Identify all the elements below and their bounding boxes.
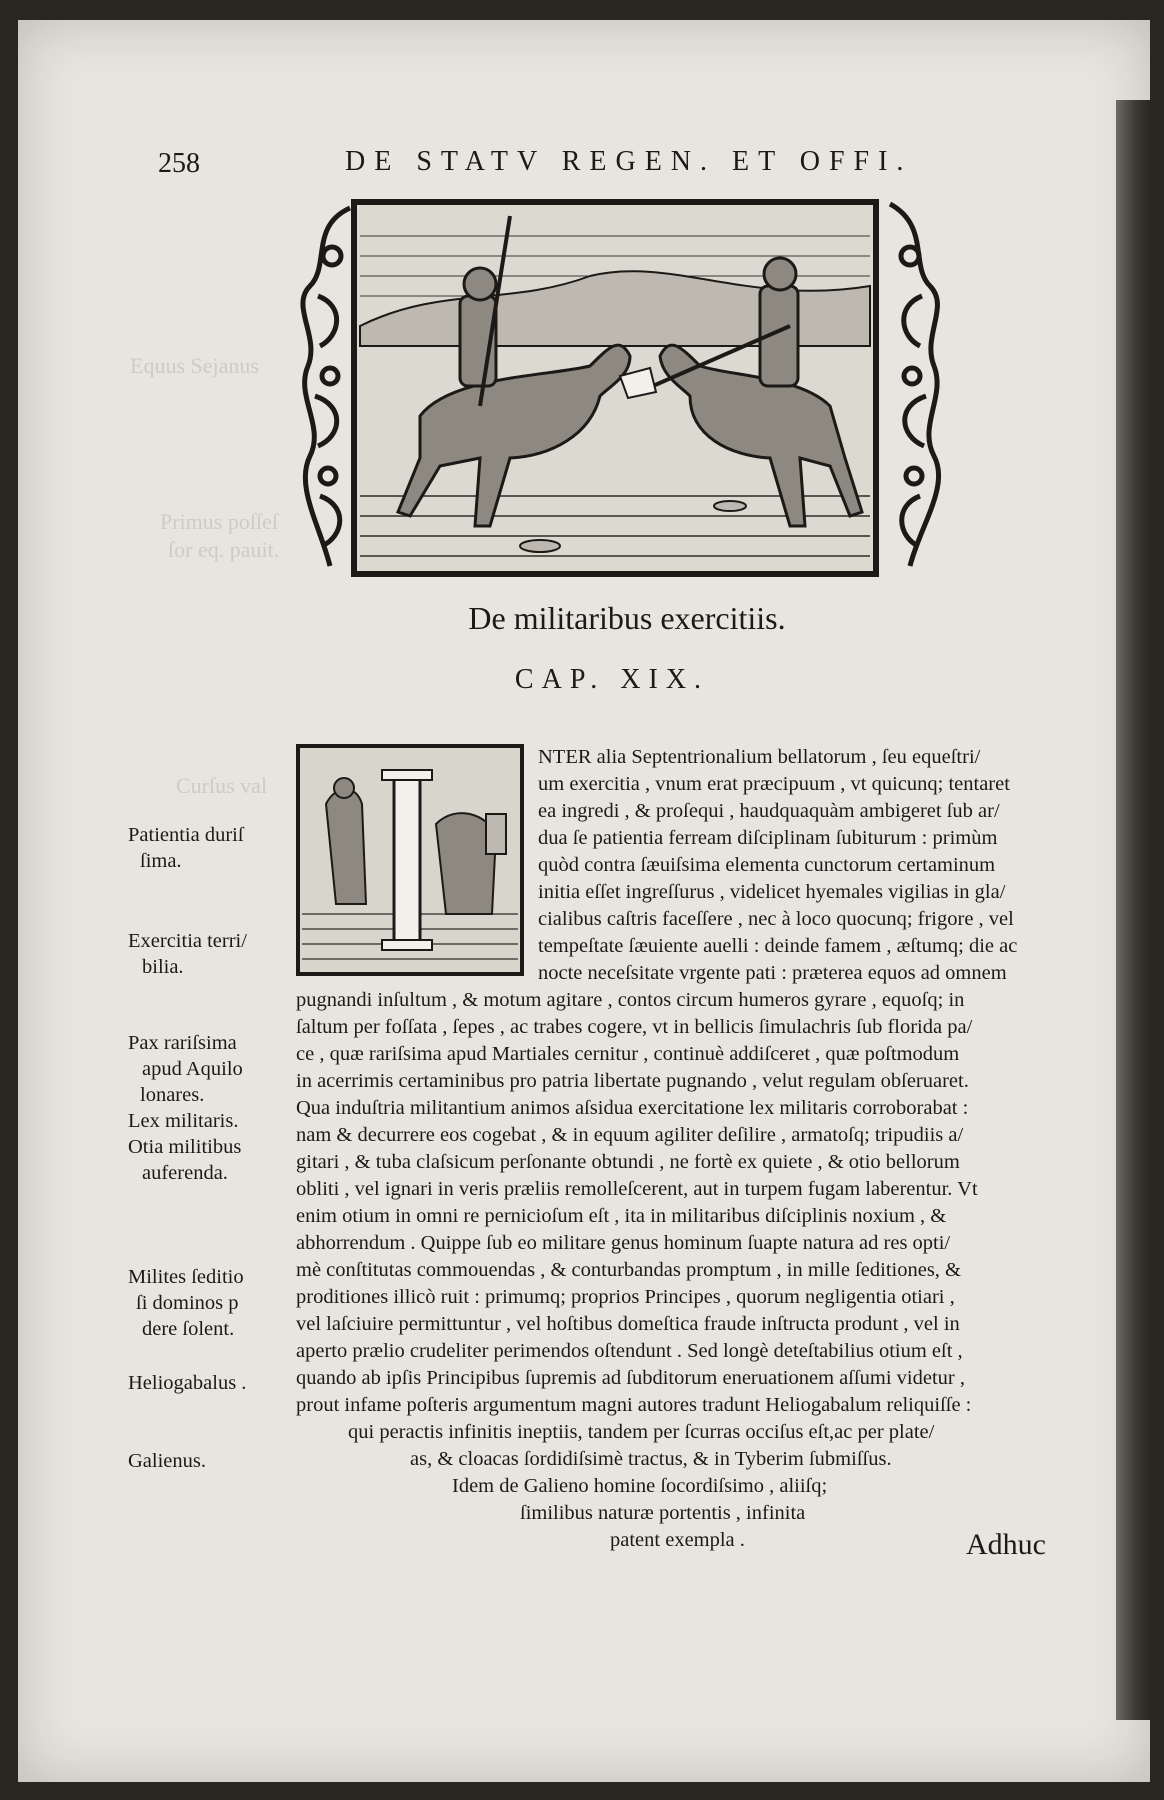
body-line: Idem de Galieno homine ſocordiſsimo , aliiſq; (452, 1475, 828, 1497)
body-line: dua ſe patientia ferream diſciplinam ſubiturum : primùm (538, 827, 998, 849)
body-line: cialibus caſtris faceſſere , nec à loco quocunq; frigore , vel (538, 908, 1014, 930)
margin-note: Otia militibus (128, 1136, 242, 1158)
margin-note: dere ſolent. (142, 1318, 235, 1340)
margin-note: Pax rariſsima (128, 1032, 237, 1054)
body-line: pugnandi inſultum , & motum agitare , contos circum humeros gyrare , equoſq; in (296, 989, 965, 1011)
page-header (0, 144, 1164, 184)
margin-note: apud Aquilo (142, 1058, 243, 1080)
body-line: aperto prælio crudeliter perimendos oſtendunt . Sed longè deteſtabilius otium eſt , (296, 1340, 963, 1362)
margin-note: bilia. (142, 956, 184, 978)
margin-note: Galienus. (128, 1450, 206, 1472)
left-ornament (303, 208, 350, 566)
body-line: Qua induſtria militantium animos aſsidua exercitatione lex militaris corroborabat : (296, 1097, 969, 1119)
page-number: 258 (158, 148, 200, 179)
body-line: ea ingredi , & proſequi , haudquaquàm ambigeret ſub ar/ (538, 800, 1000, 822)
woodcut-illustration (290, 196, 1042, 580)
margin-note: auferenda. (142, 1162, 228, 1184)
body-line: abhorrendum . Quippe ſub eo militare genus hominum ſuapte natura ad res opti/ (296, 1232, 951, 1254)
initial-letter-i (394, 774, 420, 944)
body-line: qui peractis infinitis ineptiis, tandem per ſcurras occiſus eſt,ac per plate/ (348, 1421, 935, 1443)
body-line: um exercitia , vnum erat præcipuum , vt quicunq; tentaret (538, 773, 1010, 795)
body-line: enim otium in omni re pernicioſum eſt , ita in militaribus diſciplinis noxium , & (296, 1205, 947, 1227)
decorated-initial (296, 744, 524, 976)
body-line: nam & decurrere eos cogebat , & in equum agiliter deſilire , armatoſq; tripudiis a/ (296, 1124, 964, 1146)
show-through-text: Equus Sejanus (130, 353, 259, 378)
margin-note: lonares. (140, 1084, 205, 1106)
body-line: initia eſſet ingreſſurus , videlicet hyemales vigilias in gla/ (538, 881, 1006, 903)
body-line: gitari , & tuba claſsicum perſonante obtundi , ne fortè ex quiete , & otio bellorum (296, 1151, 960, 1173)
body-line: ce , quæ rariſsima apud Martiales cernitur , continuè addiſceret , quæ poſtmodum (296, 1043, 960, 1065)
margin-note: ſima. (140, 850, 182, 872)
body-line: prout infame poſteris argumentum magni autores tradunt Heliogabalum reliquiſſe : (296, 1394, 972, 1416)
margin-note: Patientia duriſ (128, 824, 244, 846)
body-line: in acerrimis certaminibus pro patria libertate pugnando , velut regulam obſeruaret. (296, 1070, 969, 1092)
chapter-heading: CAP. XIX. (514, 664, 710, 695)
body-line: nocte neceſsitate vrgente pati : præterea equos ad omnem (538, 962, 1007, 984)
section-title: De militaribus exercitiis. (468, 600, 786, 636)
margin-note: Heliogabalus . (128, 1372, 247, 1394)
catchword: Adhuc (966, 1528, 1046, 1561)
body-line: proditiones illicò ruit : primumq; proprios Principes , quorum negligentia otiari , (296, 1286, 955, 1308)
facing-page-edge (1116, 100, 1150, 1720)
body-line: quòd contra ſæuiſsima elementa cunctorum certaminum (538, 854, 996, 876)
running-head: DE STATV REGEN. ET OFFI. (345, 146, 913, 177)
show-through-text: Curſus val (176, 773, 268, 798)
body-line: vel laſciuire permittuntur , vel hoſtibus domeſtica fraude inſtructa produnt , vel in (296, 1313, 960, 1335)
body-line: patent exempla . (610, 1529, 745, 1551)
margin-note: Lex militaris. (128, 1110, 239, 1132)
show-through-text: ſor eq. pauit. (168, 537, 280, 562)
body-line: NTER alia Septentrionalium bellatorum , ſeu equeſtri/ (538, 746, 981, 768)
body-line: mè conſtitutas commouendas , & conturbandas promptum , in mille ſeditiones, & (296, 1259, 961, 1281)
show-through-text: Primus poſſeſ (160, 509, 278, 534)
margin-note: ſi dominos p (136, 1292, 239, 1314)
body-line: quando ab ipſis Principibus ſupremis ad ſubditorum eneruationem aſſumi videtur , (296, 1367, 965, 1389)
body-line: obliti , vel ignari in veris præliis remolleſcerent, aut in turpem fugam laberentur. Vt (296, 1178, 978, 1200)
right-ornament (890, 204, 939, 566)
body-line: ſimilibus naturæ portentis , infinita (520, 1502, 806, 1524)
margin-note: Milites ſeditio (128, 1266, 244, 1288)
body-line: tempeſtate ſæuiente auelli : deinde famem , æſtumq; die ac (538, 935, 1018, 957)
margin-note: Exercitia terri/ (128, 930, 247, 952)
body-line: as, & cloacas ſordidiſsimè tractus, & in Tyberim ſubmiſſus. (410, 1448, 892, 1470)
body-line: ſaltum per foſſata , ſepes , ac trabes cogere, vt in bellicis ſimulachris ſub florida pa/ (296, 1016, 973, 1038)
